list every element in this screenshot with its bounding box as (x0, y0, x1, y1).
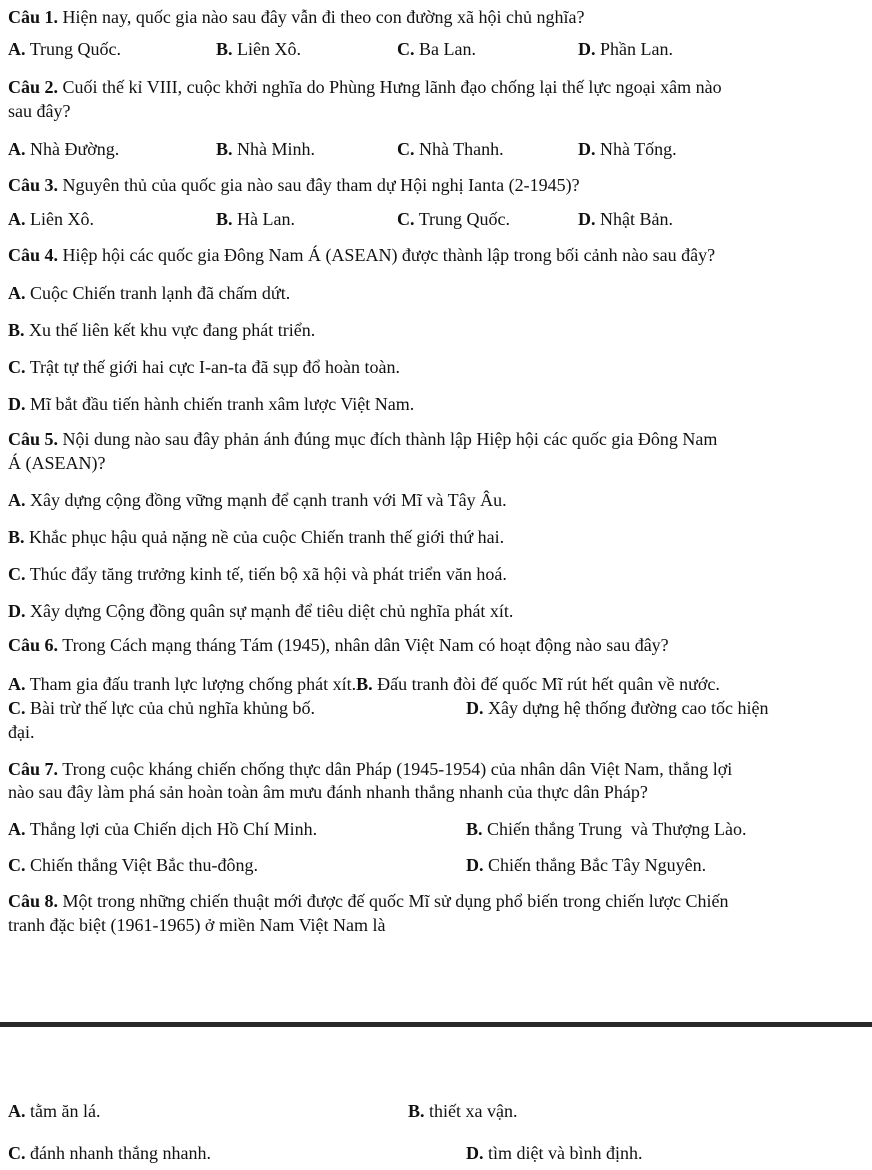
question-8-continued: tranh đặc biệt (1961-1965) ở miền Nam Việt Nam là (8, 915, 386, 935)
option-c: C. Trung Quốc. (397, 209, 511, 229)
question-6 (8, 634, 864, 656)
option-c: C. đánh nhanh thắng nhanh. (8, 1143, 211, 1163)
question-text: Trong cuộc kháng chiến chống thực dân Pháp (1945-1954) của nhân dân Việt Nam, thắng lợi (62, 759, 733, 779)
option-b: B. Chiến thắng Trung và Thượng Lào. (466, 819, 747, 839)
option-d: D. Phần Lan. (578, 39, 673, 59)
question-number: Câu 7. (8, 759, 59, 779)
question-2-continued: sau đây? (8, 101, 71, 121)
question-number: Câu 4. (8, 245, 59, 265)
question-text: Nội dung nào sau đây phản ánh đúng mục đích thành lập Hiệp hội các quốc gia Đông Nam (62, 429, 718, 449)
option-a: A. Nhà Đường. (8, 139, 120, 159)
question-number: Câu 6. (8, 635, 59, 655)
option-d: D. Nhật Bản. (578, 209, 673, 229)
option-c: C. Nhà Thanh. (397, 139, 504, 159)
question-7 (8, 758, 864, 780)
option-d: D. Xây dựng hệ thống đường cao tốc hiện (466, 698, 769, 718)
option-a: A. Liên Xô. (8, 209, 94, 229)
option-c: C. Thúc đẩy tăng trưởng kinh tế, tiến bộ xã hội và phát triển văn hoá. (8, 564, 507, 584)
option-d-continued: đại. (8, 722, 35, 742)
option-b: B. Hà Lan. (216, 209, 295, 229)
option-a: A. Trung Quốc. (8, 39, 122, 59)
option-d: D. Chiến thắng Bắc Tây Nguyên. (466, 855, 707, 875)
question-text: Nguyên thủ của quốc gia nào sau đây tham dự Hội nghị Ianta (2-1945)? (62, 175, 580, 195)
question-text: Một trong những chiến thuật mới được đế quốc Mĩ sử dụng phổ biến trong chiến lược Chiến (62, 891, 729, 911)
option-c: C. Bài trừ thế lực của chủ nghĩa khủng bố. (8, 698, 315, 718)
page-divider (0, 1022, 872, 1027)
question-3 (8, 174, 864, 196)
option-d: D. Nhà Tống. (578, 139, 677, 159)
question-5 (8, 428, 864, 450)
option-b: B. Nhà Minh. (216, 139, 316, 159)
option-c: C. Ba Lan. (397, 39, 476, 59)
question-8 (8, 890, 864, 912)
option-b: B. Liên Xô. (216, 39, 301, 59)
question-number: Câu 1. (8, 7, 59, 27)
option-c: C. Chiến thắng Việt Bắc thu-đông. (8, 855, 259, 875)
question-number: Câu 5. (8, 429, 59, 449)
question-text: Hiện nay, quốc gia nào sau đây vẫn đi theo con đường xã hội chủ nghĩa? (62, 7, 585, 27)
question-2 (8, 76, 864, 98)
option-a: A. Cuộc Chiến tranh lạnh đã chấm dứt. (8, 283, 291, 303)
question-number: Câu 3. (8, 175, 59, 195)
question-text: Trong Cách mạng tháng Tám (1945), nhân dân Việt Nam có hoạt động nào sau đây? (62, 635, 669, 655)
option-b: B. thiết xa vận. (408, 1101, 518, 1121)
option-d: D. Mĩ bắt đầu tiến hành chiến tranh xâm lược Việt Nam. (8, 394, 415, 414)
option-d: D. Xây dựng Cộng đồng quân sự mạnh để tiêu diệt chủ nghĩa phát xít. (8, 601, 514, 621)
question-7-continued: nào sau đây làm phá sản hoàn toàn âm mưu đánh nhanh thắng nhanh của thực dân Pháp? (8, 782, 648, 802)
option-d: D. tìm diệt và bình định. (466, 1143, 643, 1163)
question-number: Câu 8. (8, 891, 59, 911)
option-a: A. Thắng lợi của Chiến dịch Hồ Chí Minh. (8, 819, 318, 839)
question-text: Cuối thế kỉ VIII, cuộc khởi nghĩa do Phùng Hưng lãnh đạo chống lại thế lực ngoại xâm nào (62, 77, 722, 97)
option-a: A. Xây dựng cộng đồng vững mạnh để cạnh tranh với Mĩ và Tây Âu. (8, 490, 507, 510)
question-5-continued: Á (ASEAN)? (8, 453, 106, 473)
option-c: C. Trật tự thế giới hai cực I-an-ta đã sụp đổ hoàn toàn. (8, 357, 400, 377)
question-1 (8, 6, 864, 28)
option-b: B. Khắc phục hậu quả nặng nề của cuộc Chiến tranh thế giới thứ hai. (8, 527, 505, 547)
question-4 (8, 244, 864, 266)
option-b: B. Xu thế liên kết khu vực đang phát triển. (8, 320, 316, 340)
option-a: A. Tham gia đấu tranh lực lượng chống phát xít.B. Đấu tranh đòi đế quốc Mĩ rút hết quân về nước. (8, 674, 720, 694)
question-text: Hiệp hội các quốc gia Đông Nam Á (ASEAN) được thành lập trong bối cảnh nào sau đây? (62, 245, 716, 265)
question-number: Câu 2. (8, 77, 59, 97)
option-a: A. tằm ăn lá. (8, 1101, 101, 1121)
